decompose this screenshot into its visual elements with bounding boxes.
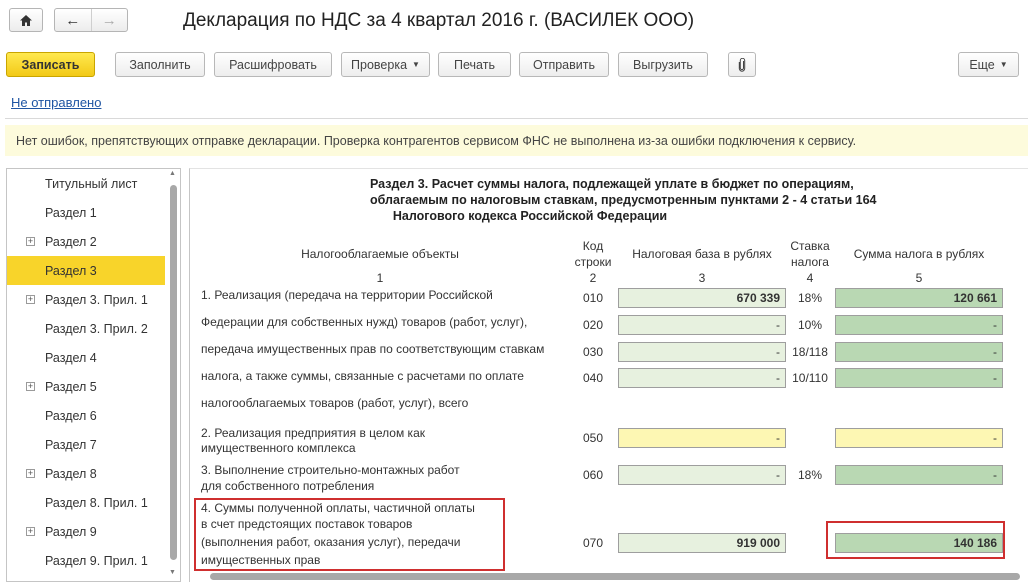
- sidebar-item[interactable]: [7, 401, 165, 430]
- form-heading-line2: облагаемым по налоговым ставкам, предусмотренным пунктами 2 - 4 статьи 164: [370, 193, 877, 207]
- save-button[interactable]: Записать: [6, 52, 95, 77]
- home-icon: [19, 14, 33, 27]
- sidebar-item[interactable]: [7, 459, 165, 488]
- back-arrow-icon[interactable]: ←: [65, 11, 81, 29]
- fill-button[interactable]: Заполнить: [115, 52, 205, 77]
- column-header-code-line2: строки: [574, 255, 612, 269]
- section-list: [6, 168, 181, 582]
- sidebar-item[interactable]: [7, 343, 165, 372]
- sidebar-item[interactable]: [7, 285, 165, 314]
- tax-base-field[interactable]: -: [618, 315, 786, 335]
- row-description: налогооблагаемых товаров (работ, услуг), всего: [201, 396, 469, 410]
- scrollbar-thumb[interactable]: [170, 185, 177, 560]
- section-3-form: [189, 168, 1028, 582]
- column-header-tax: Сумма налога в рублях: [853, 247, 985, 261]
- column-number: 3: [698, 271, 706, 285]
- scroll-up-icon[interactable]: ▲: [169, 170, 176, 177]
- tax-base-field[interactable]: 919 000: [618, 533, 786, 553]
- expand-icon[interactable]: +: [27, 381, 34, 391]
- tax-base-field[interactable]: -: [618, 368, 786, 388]
- row-description: в счет предстоящих поставок товаров: [201, 517, 413, 531]
- line-code: 030: [582, 345, 604, 359]
- tax-amount-field[interactable]: -: [835, 342, 1003, 362]
- column-header-rate-line2: налога: [791, 255, 829, 269]
- tax-amount-field[interactable]: -: [835, 368, 1003, 388]
- expand-icon[interactable]: +: [27, 468, 34, 478]
- export-button[interactable]: Выгрузить: [618, 52, 708, 77]
- row-description: для собственного потребления: [201, 479, 375, 493]
- tax-base-field[interactable]: -: [618, 465, 786, 485]
- row-description: налога, а также суммы, связанные с расчетами по оплате: [201, 369, 524, 383]
- check-dropdown-button[interactable]: [341, 52, 430, 77]
- row-description: (выполнения работ, оказания услуг), передачи: [201, 535, 461, 549]
- row-description: 3. Выполнение строительно-монтажных работ: [201, 463, 460, 477]
- tax-rate: 10%: [797, 318, 823, 332]
- column-header-objects: Налогооблагаемые объекты: [301, 247, 459, 261]
- dropdown-arrow-icon: ▼: [412, 60, 420, 69]
- sidebar-item-label: Раздел 6: [45, 408, 97, 423]
- line-code: 010: [582, 291, 604, 305]
- decode-button[interactable]: Расшифровать: [214, 52, 332, 77]
- sidebar-item-label: Раздел 3: [45, 263, 97, 278]
- line-code: 070: [582, 536, 604, 550]
- sidebar-item-label: Раздел 5: [45, 379, 97, 394]
- scroll-down-icon[interactable]: ▼: [169, 569, 176, 576]
- tax-rate: 18%: [797, 291, 823, 305]
- column-header-rate-line1: Ставка: [790, 239, 830, 253]
- column-number: 2: [589, 271, 597, 285]
- row-description: 4. Суммы полученной оплаты, частичной оплаты: [201, 501, 475, 515]
- highlight-row-070-tax: [826, 521, 1005, 559]
- home-button[interactable]: [9, 8, 43, 32]
- tax-base-field[interactable]: -: [618, 342, 786, 362]
- sidebar-item-label: Раздел 8. Прил. 1: [45, 495, 148, 510]
- history-navigation: [54, 8, 128, 32]
- send-button[interactable]: Отправить: [519, 52, 609, 77]
- send-status-link[interactable]: Не отправлено: [11, 95, 102, 110]
- sidebar-item[interactable]: [7, 256, 165, 285]
- sidebar-item[interactable]: [7, 546, 165, 575]
- column-number: 1: [376, 271, 384, 285]
- sidebar-item[interactable]: [7, 227, 165, 256]
- sidebar-item[interactable]: [7, 314, 165, 343]
- sidebar-item-label: Раздел 3. Прил. 2: [45, 321, 148, 336]
- tax-rate: 18/118: [792, 345, 828, 359]
- divider: [5, 118, 1028, 119]
- more-dropdown-button[interactable]: [958, 52, 1019, 77]
- sidebar-item-label: Раздел 1: [45, 205, 97, 220]
- check-button-label: Проверка: [351, 57, 408, 72]
- line-code: 020: [582, 318, 604, 332]
- tax-amount-field[interactable]: -: [835, 315, 1003, 335]
- sidebar-item-label: Раздел 3. Прил. 1: [45, 292, 148, 307]
- sidebar-item-label: Раздел 9: [45, 524, 97, 539]
- sidebar-item-label: Раздел 4: [45, 350, 97, 365]
- more-button-label: Еще: [969, 57, 995, 72]
- sidebar-item-label: Титульный лист: [45, 176, 138, 191]
- expand-icon[interactable]: +: [27, 236, 34, 246]
- row-description: 2. Реализация предприятия в целом как: [201, 426, 425, 440]
- sidebar-item[interactable]: [7, 169, 165, 198]
- sidebar-item-label: Раздел 9. Прил. 1: [45, 553, 148, 568]
- sidebar-scrollbar[interactable]: [169, 170, 178, 576]
- row-description: передача имущественных прав по соответствующим ставкам: [201, 342, 545, 356]
- tax-amount-field[interactable]: 140 186: [835, 533, 1003, 553]
- column-header-code-line1: Код: [582, 239, 604, 253]
- tax-rate: 18%: [797, 468, 823, 482]
- tax-base-field[interactable]: 670 339: [618, 288, 786, 308]
- warning-message: [5, 125, 1028, 156]
- sidebar-item-label: Раздел 7: [45, 437, 97, 452]
- sidebar-item-label: Раздел 2: [45, 234, 97, 249]
- sidebar-item[interactable]: [7, 430, 165, 459]
- column-header-base: Налоговая база в рублях: [632, 247, 772, 261]
- row-description: 1. Реализация (передача на территории Российской: [201, 288, 493, 302]
- highlight-row-070-description: [194, 498, 505, 571]
- expand-icon[interactable]: +: [27, 526, 34, 536]
- form-heading-line3: Налогового кодекса Российской Федерации: [392, 209, 668, 223]
- dropdown-arrow-icon: ▼: [999, 60, 1008, 69]
- sidebar-item-label: Раздел 8: [45, 466, 97, 481]
- tax-amount-field[interactable]: -: [835, 428, 1003, 448]
- tax-rate: 10/110: [792, 371, 828, 385]
- forward-arrow-icon[interactable]: →: [91, 9, 128, 31]
- warning-text: Нет ошибок, препятствующих отправке декларации. Проверка контрагентов сервисом ФНС не выполнена из-за ошибки подключения к сервису.: [16, 133, 857, 148]
- attach-button[interactable]: [728, 52, 756, 77]
- column-number: 5: [915, 271, 923, 285]
- sidebar-item[interactable]: [7, 517, 165, 546]
- sidebar-item[interactable]: [7, 198, 165, 227]
- tax-base-field[interactable]: -: [618, 428, 786, 448]
- sidebar-item[interactable]: [7, 488, 165, 517]
- line-code: 050: [582, 431, 604, 445]
- line-code: 060: [582, 468, 604, 482]
- window-title: Декларация по НДС за 4 квартал 2016 г. (ВАСИЛЕК ООО): [183, 10, 695, 31]
- print-button[interactable]: Печать: [438, 52, 511, 77]
- row-description: Федерации для собственных нужд) товаров (работ, услуг),: [201, 315, 528, 329]
- column-number: 4: [806, 271, 814, 285]
- tax-amount-field[interactable]: -: [835, 465, 1003, 485]
- line-code: 040: [582, 371, 604, 385]
- form-heading-line1: Раздел 3. Расчет суммы налога, подлежащей уплате в бюджет по операциям,: [370, 177, 854, 191]
- sidebar-item[interactable]: [7, 372, 165, 401]
- expand-icon[interactable]: +: [27, 294, 34, 304]
- row-description: имущественных прав: [201, 553, 321, 567]
- paperclip-icon: [738, 58, 746, 72]
- form-horizontal-scrollbar[interactable]: [210, 573, 1020, 580]
- row-description: имущественного комплекса: [201, 441, 356, 455]
- tax-amount-field[interactable]: 120 661: [835, 288, 1003, 308]
